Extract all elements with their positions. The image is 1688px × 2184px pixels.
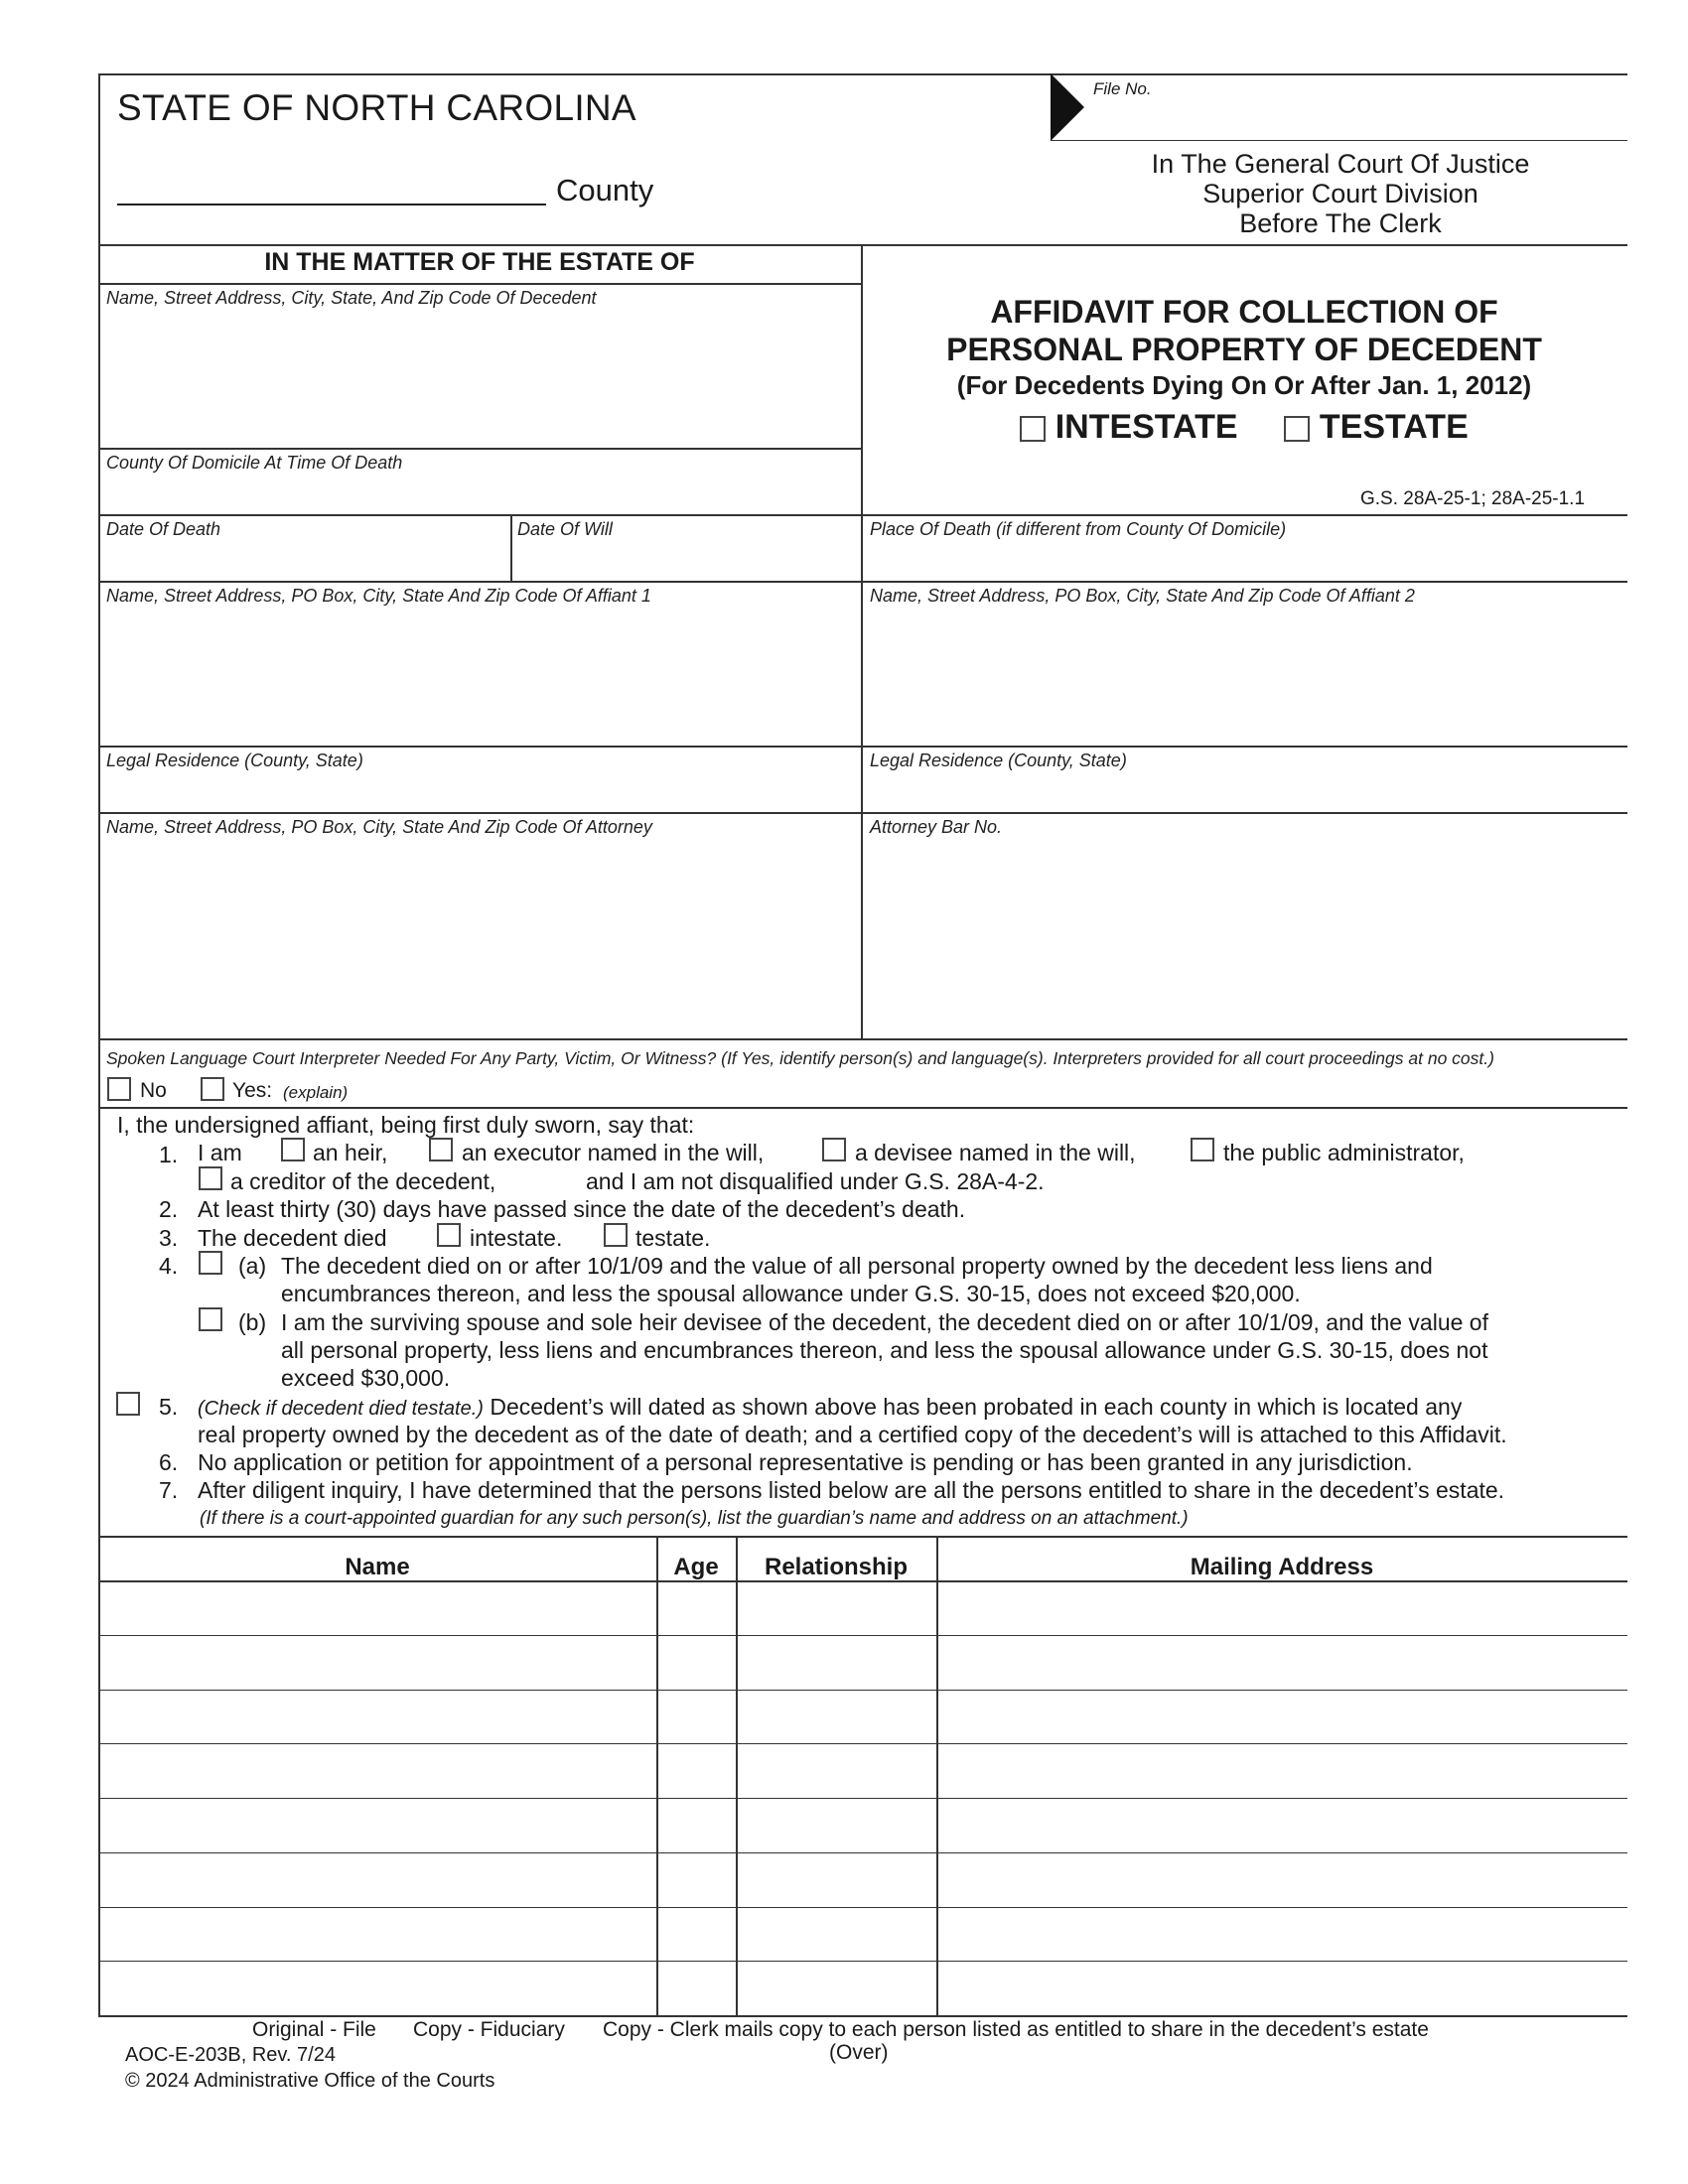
item-3-number: 3. [159,1225,179,1251]
interpreter-explain: (explain) [283,1083,349,1102]
col-divider-2 [736,1536,738,2015]
attorney-input[interactable] [103,842,857,1034]
table-bottom-rule [98,2015,1627,2017]
died-intestate-label: intestate. [470,1225,563,1251]
cell-age-input[interactable] [662,1913,732,1956]
col-header-name: Name [345,1554,410,1580]
item-1-number: 1. [159,1142,179,1167]
title-subtitle: (For Decedents Dying On Or After Jan. 1, 2012) [956,370,1532,400]
top-border-left [98,73,1051,75]
decedent-input[interactable] [103,313,857,446]
heir-checkbox[interactable] [281,1138,305,1161]
date-of-death-input[interactable] [103,543,509,577]
cell-age-input[interactable] [662,1586,732,1629]
item-7-number: 7. [159,1477,179,1503]
court-heading [1092,149,1589,238]
table-row-rule [98,1907,1627,1908]
table-header-rule [98,1580,1627,1582]
public-admin-checkbox[interactable] [1191,1138,1214,1161]
table-top-rule [98,1536,1627,1538]
item-4b-tag: (b) [238,1309,267,1335]
file-no-label: File No. [1093,79,1152,98]
cell-mailing-address-input[interactable] [942,1641,1623,1684]
affidavit-intro: I, the undersigned affiant, being first duly sworn, say that: [117,1112,695,1138]
interpreter-yes-label: Yes: [232,1079,273,1102]
top-border-right [1051,73,1627,75]
copyright: © 2024 Administrative Office of the Courts [125,2070,495,2092]
item-4b-line-1: I am the surviving spouse and sole heir devisee of the decedent, the decedent died on or after 10/1/09, and the value of [281,1309,1488,1335]
header-divider [98,244,1627,246]
decedent-label: Name, Street Address, City, State, And Zip Code Of Decedent [106,288,597,308]
interpreter-yes-checkbox[interactable] [201,1077,224,1101]
table-row-rule [98,1961,1627,1962]
item-3-text: The decedent died [198,1225,387,1251]
table-row-rule [98,1690,1627,1691]
cell-age-input[interactable] [662,1696,732,1738]
file-no-underline [1051,140,1627,141]
cell-relationship-input[interactable] [742,1749,932,1792]
file-no-input[interactable] [1092,101,1622,139]
county-input[interactable] [117,167,548,203]
cell-name-input[interactable] [104,1913,652,1956]
cell-age-input[interactable] [662,1641,732,1684]
decedent-rule [98,448,861,450]
date-of-death-label: Date Of Death [106,519,221,539]
item-5-checkbox[interactable] [116,1392,140,1416]
estate-heading-rule [98,283,861,285]
item-5-line-2: real property owned by the decedent as of the date of death; and a certified copy of the decedent’s will is attached to this Affidavit. [198,1422,1507,1447]
interpreter-no-checkbox[interactable] [107,1077,131,1101]
col-header-age: Age [673,1554,719,1580]
row-rule-1 [98,514,1627,516]
cell-name-input[interactable] [104,1804,652,1846]
domicile-label: County Of Domicile At Time Of Death [106,453,403,473]
row-rule-4 [98,812,1627,814]
interpreter-question: Spoken Language Court Interpreter Needed For Any Party, Victim, Or Witness? (If Yes, identify person(s) and language(s). Interpreters provided for all court proceedings at no cost.) [106,1048,1494,1068]
row-rule-3 [98,746,1627,748]
cell-age-input[interactable] [662,1858,732,1901]
item-6-number: 6. [159,1449,179,1475]
i-am-label: I am [198,1140,242,1165]
residence1-input[interactable] [103,774,857,808]
footer-copy-clerk: Copy - Clerk mails copy to each person listed as entitled to share in the decedent’s estate [603,2018,1429,2041]
died-intestate-checkbox[interactable] [437,1223,461,1247]
cell-name-input[interactable] [104,1641,652,1684]
item-4b-line-3: exceed $30,000. [281,1365,451,1391]
bar-no-input[interactable] [868,842,1621,878]
footer-original: Original - File [252,2018,376,2041]
died-testate-label: testate. [635,1225,711,1251]
county-underline [117,204,546,205]
title-line-2: PERSONAL PROPERTY OF DECEDENT [946,332,1542,367]
footer-over: (Over) [829,2041,889,2064]
date-divider [510,514,512,581]
county-label: County [556,173,654,207]
cell-mailing-address-input[interactable] [942,1749,1623,1792]
cell-relationship-input[interactable] [742,1913,932,1956]
estate-heading: IN THE MATTER OF THE ESTATE OF [264,248,695,276]
court-line-2: Superior Court Division [1202,179,1478,208]
item-4-number: 4. [159,1253,179,1279]
table-row-rule [98,1852,1627,1853]
residence1-label: Legal Residence (County, State) [106,751,363,770]
died-testate-checkbox[interactable] [604,1223,628,1247]
cell-relationship-input[interactable] [742,1967,932,2009]
cell-age-input[interactable] [662,1804,732,1846]
form-title [861,293,1627,447]
item-5-instruction: (Check if decedent died testate.) [198,1398,484,1420]
item-4b-checkbox[interactable] [199,1307,222,1331]
cell-relationship-input[interactable] [742,1586,932,1629]
intestate-checkbox[interactable] [1020,416,1046,442]
heir-label: an heir, [313,1140,388,1165]
item-2-number: 2. [159,1196,179,1222]
cell-relationship-input[interactable] [742,1804,932,1846]
court-line-3: Before The Clerk [1239,208,1442,238]
affiant1-input[interactable] [103,611,857,744]
cell-age-input[interactable] [662,1749,732,1792]
state-title: STATE OF NORTH CAROLINA [117,87,636,128]
form-number: AOC-E-203B, Rev. 7/24 [125,2044,336,2066]
cell-mailing-address-input[interactable] [942,1913,1623,1956]
executor-label: an executor named in the will, [462,1140,765,1165]
col-header-relationship: Relationship [764,1554,908,1580]
cell-name-input[interactable] [104,1696,652,1738]
col-divider-1 [656,1536,658,2015]
cell-relationship-input[interactable] [742,1858,932,1901]
table-row-rule [98,1635,1627,1636]
affiant2-input[interactable] [868,611,1621,744]
item-7-note: (If there is a court-appointed guardian for any such person(s), list the guardian’s name and address on an attachment.) [200,1508,1189,1529]
col-divider-3 [936,1536,938,2015]
cell-name-input[interactable] [104,1586,652,1629]
public-admin-label: the public administrator, [1223,1140,1465,1165]
left-border [98,73,100,2015]
creditor-label: a creditor of the decedent, [230,1168,496,1194]
item-4a-line-1: The decedent died on or after 10/1/09 and the value of all personal property owned by the decedent less liens and [281,1253,1433,1279]
date-of-will-label: Date Of Will [517,519,613,539]
cell-name-input[interactable] [104,1858,652,1901]
cell-relationship-input[interactable] [742,1696,932,1738]
affiant2-label: Name, Street Address, PO Box, City, State And Zip Code Of Affiant 2 [870,586,1415,606]
item-6-text: No application or petition for appointment of a personal representative is pending or has been granted in any jurisdiction. [198,1449,1413,1475]
cell-mailing-address-input[interactable] [942,1586,1623,1629]
affiant1-label: Name, Street Address, PO Box, City, State And Zip Code Of Affiant 1 [106,586,651,606]
attorney-label: Name, Street Address, PO Box, City, State And Zip Code Of Attorney [106,817,652,837]
item-5-line-1 [198,1394,1462,1421]
row-rule-2 [98,581,1627,583]
testate-checkbox[interactable] [1284,416,1310,442]
row-rule-5 [98,1038,1627,1040]
residence2-label: Legal Residence (County, State) [870,751,1127,770]
domicile-input[interactable] [103,477,857,512]
item-4a-tag: (a) [238,1253,267,1279]
row-rule-6 [98,1107,1627,1109]
footer-copy-fiduciary: Copy - Fiduciary [413,2018,565,2041]
item-2-text: At least thirty (30) days have passed since the date of the decedent’s death. [198,1196,966,1222]
residence2-input[interactable] [868,774,1621,808]
cell-age-input[interactable] [662,1967,732,2009]
date-of-will-input[interactable] [516,543,858,577]
devisee-label: a devisee named in the will, [855,1140,1136,1165]
statute-ref: G.S. 28A-25-1; 28A-25-1.1 [1360,488,1586,509]
table-row-rule [98,1743,1627,1744]
bar-no-label: Attorney Bar No. [870,817,1003,837]
item-4a-checkbox[interactable] [199,1251,222,1275]
title-line-1: AFFIDAVIT FOR COLLECTION OF [990,294,1498,330]
cell-mailing-address-input[interactable] [942,1696,1623,1738]
place-of-death-label: Place Of Death (if different from County Of Domicile) [870,519,1287,539]
executor-checkbox[interactable] [429,1138,453,1161]
file-no-arrow-icon [1051,73,1084,141]
cell-mailing-address-input[interactable] [942,1967,1623,2009]
intestate-label: INTESTATE [1055,408,1238,446]
devisee-checkbox[interactable] [822,1138,846,1161]
item-7-text: After diligent inquiry, I have determined that the persons listed below are all the persons entitled to share in the decedent’s estate. [198,1477,1505,1503]
table-row-rule [98,1798,1627,1799]
court-line-1: In The General Court Of Justice [1151,149,1530,179]
cell-mailing-address-input[interactable] [942,1804,1623,1846]
cell-name-input[interactable] [104,1749,652,1792]
item-4a-line-2: encumbrances thereon, and less the spousal allowance under G.S. 30-15, does not exceed $20,000. [281,1281,1301,1306]
creditor-checkbox[interactable] [199,1166,222,1190]
item-5-text: Decedent’s will dated as shown above has been probated in each county in which is located any [483,1394,1463,1420]
item-4b-line-2: all personal property, less liens and encumbrances thereon, and less the spousal allowance under G.S. 30-15, does not [281,1337,1488,1363]
interpreter-no-label: No [140,1079,167,1102]
cell-mailing-address-input[interactable] [942,1858,1623,1901]
col-header-mailing-address: Mailing Address [1190,1554,1374,1580]
cell-name-input[interactable] [104,1967,652,2009]
place-of-death-input[interactable] [868,543,1621,577]
cell-relationship-input[interactable] [742,1641,932,1684]
testate-label: TESTATE [1319,408,1469,446]
not-disqualified-text: and I am not disqualified under G.S. 28A-4-2. [586,1168,1045,1194]
item-5-number: 5. [159,1394,179,1420]
interpreter-explain-input[interactable] [377,1076,1622,1106]
